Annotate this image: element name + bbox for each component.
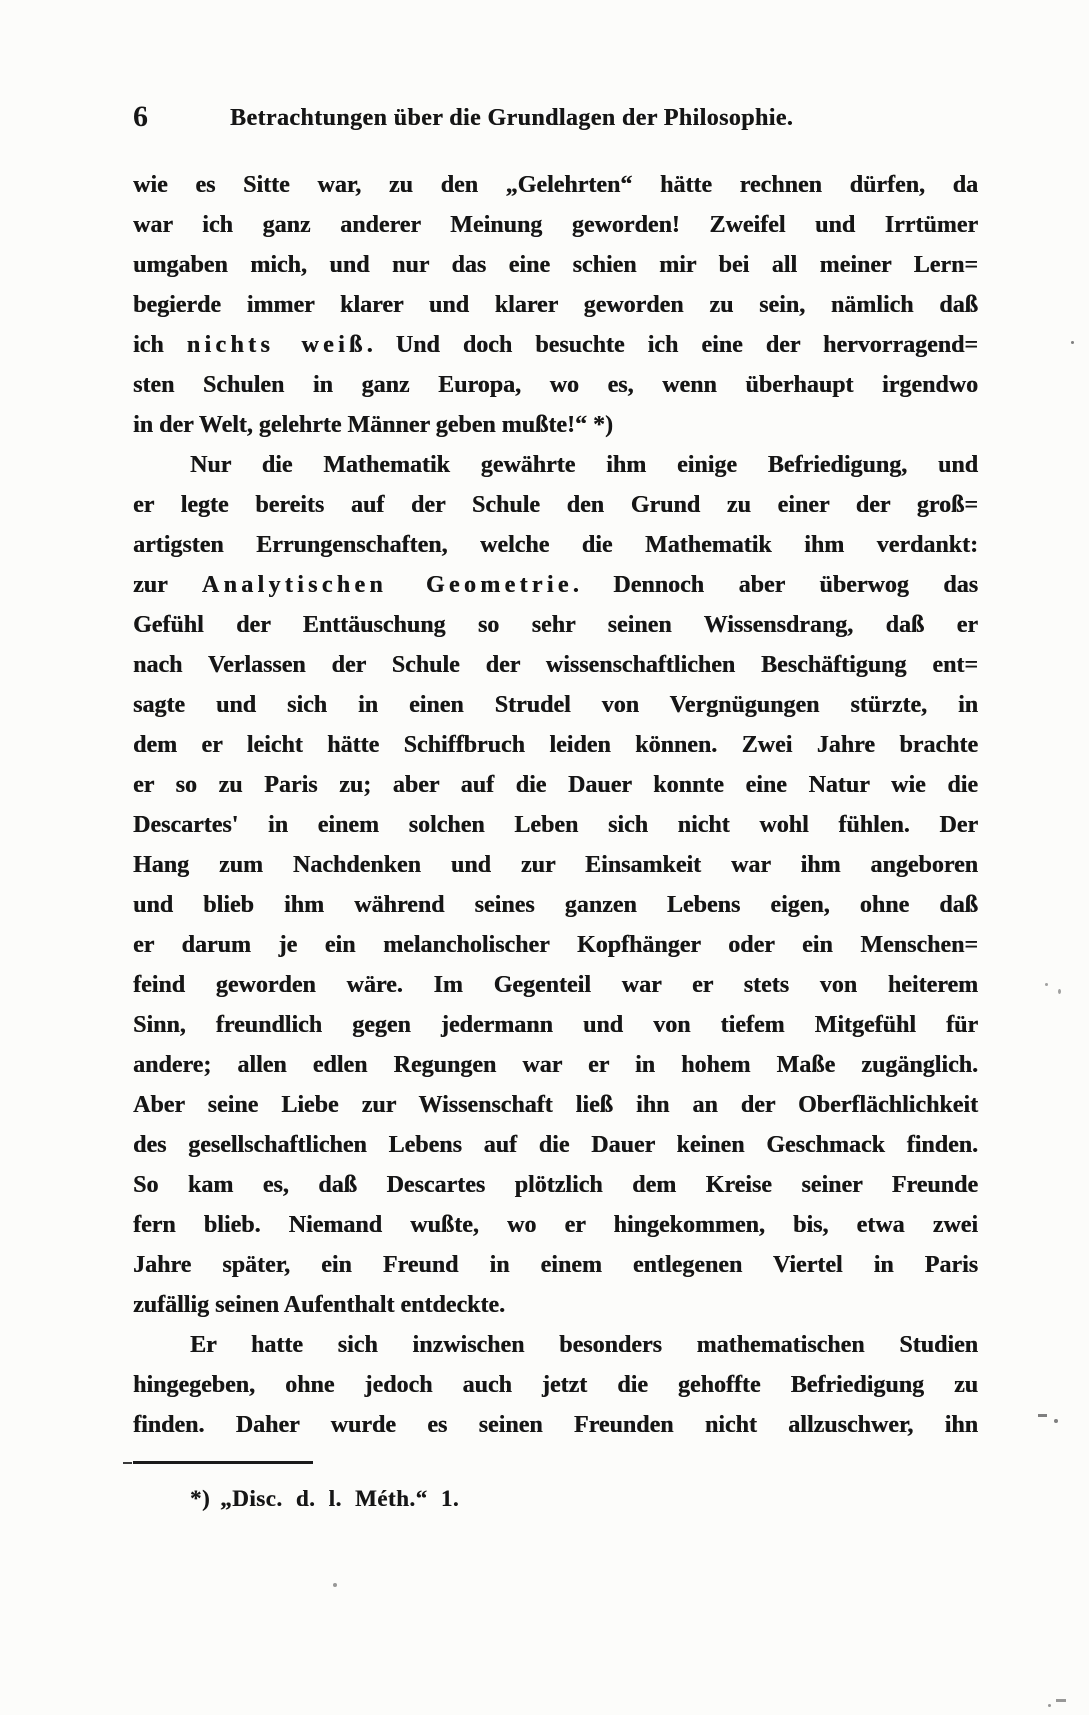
- text-line: [133, 1205, 978, 1245]
- text-segment: fern blieb. Niemand wußte, wo er hingekommen, bis, etwa zwei: [133, 1212, 978, 1238]
- text-line: [133, 565, 978, 605]
- text-line: [133, 885, 978, 925]
- scan-speck: [1038, 1414, 1047, 1417]
- emphasized-text: nichts weiß: [186, 332, 367, 358]
- text-line: [133, 725, 978, 765]
- text-segment: er so zu Paris zu; aber auf die Dauer konnte eine Natur wie die: [133, 772, 978, 798]
- scan-speck: [1058, 989, 1061, 994]
- footnote-separator: [133, 1461, 313, 1464]
- text-line: [133, 925, 978, 965]
- text-segment: zufällig seinen Aufenthalt entdeckte.: [133, 1292, 505, 1318]
- text-line: [133, 1165, 978, 1205]
- text-line: [133, 845, 978, 885]
- text-line: [133, 1405, 978, 1445]
- text-segment: er darum je ein melancholischer Kopfhänger oder ein Menschen=: [133, 932, 978, 958]
- text-line: [133, 965, 978, 1005]
- text-segment: begierde immer klarer und klarer geworden zu sein, nämlich daß: [133, 292, 978, 318]
- text-line: [133, 1325, 978, 1365]
- text-segment: ich: [133, 332, 187, 358]
- running-title: Betrachtungen über die Grundlagen der Philosophie.: [230, 105, 794, 131]
- text-segment: Descartes' in einem solchen Leben sich nicht wohl fühlen. Der: [133, 812, 978, 838]
- text-line: [133, 1125, 978, 1165]
- footnote-text: „Disc. d. l. Méth.“ 1.: [220, 1486, 460, 1511]
- text-segment: sten Schulen in ganz Europa, wo es, wenn überhaupt irgendwo: [133, 372, 978, 398]
- text-line: [133, 1245, 978, 1285]
- text-line: [133, 805, 978, 845]
- footnote: [190, 1486, 459, 1512]
- text-line: [133, 765, 978, 805]
- text-line: [133, 365, 978, 405]
- text-segment: wie es Sitte war, zu den „Gelehrten“ hätte rechnen dürfen, da: [133, 172, 978, 198]
- text-line: [133, 605, 978, 645]
- text-segment: des gesellschaftlichen Lebens auf die Dauer keinen Geschmack finden.: [133, 1132, 978, 1158]
- text-segment: Gefühl der Enttäuschung so sehr seinen Wissensdrang, daß er: [133, 612, 978, 638]
- scan-speck: [333, 1583, 337, 1587]
- text-segment: in der Welt, gelehrte Männer geben mußte!“ *): [133, 412, 613, 438]
- text-line: [133, 1085, 978, 1125]
- text-segment: finden. Daher wurde es seinen Freunden nicht allzuschwer, ihn: [133, 1412, 978, 1438]
- text-segment: feind geworden wäre. Im Gegenteil war er stets von heiterem: [133, 972, 978, 998]
- text-segment: er legte bereits auf der Schule den Grund zu einer der groß=: [133, 492, 978, 518]
- text-segment: Nur die Mathematik gewährte ihm einige Befriedigung, und: [190, 452, 978, 478]
- scan-speck: [1056, 1699, 1066, 1702]
- text-line: [133, 325, 978, 365]
- body-text: [133, 165, 978, 1445]
- text-line: [133, 165, 978, 205]
- text-segment: nach Verlassen der Schule der wissenschaftlichen Beschäftigung ent=: [133, 652, 978, 678]
- text-segment: dem er leicht hätte Schiffbruch leiden können. Zwei Jahre brachte: [133, 732, 978, 758]
- text-segment: sagte und sich in einen Strudel von Vergnügungen stürzte, in: [133, 692, 978, 718]
- text-segment: artigsten Errungenschaften, welche die Mathematik ihm verdankt:: [133, 532, 978, 558]
- scan-speck: [1071, 341, 1074, 344]
- scan-speck: [1048, 1704, 1051, 1707]
- text-line: [133, 245, 978, 285]
- text-line: [133, 285, 978, 325]
- text-segment: . Und doch besuchte ich eine der hervorragend=: [366, 332, 978, 358]
- text-segment: zur: [133, 572, 202, 598]
- text-segment: Hang zum Nachdenken und zur Einsamkeit war ihm angeboren: [133, 852, 978, 878]
- text-segment: Er hatte sich inzwischen besonders mathematischen Studien: [190, 1332, 978, 1358]
- page-number: 6: [133, 100, 149, 133]
- text-line: [133, 205, 978, 245]
- scan-speck: [1045, 983, 1048, 986]
- text-segment: hingegeben, ohne jedoch auch jetzt die gehoffte Befriedigung zu: [133, 1372, 978, 1398]
- text-line: [133, 445, 978, 485]
- text-line: [133, 485, 978, 525]
- emphasized-text: Analytischen Geometrie: [201, 572, 573, 598]
- text-line: [133, 405, 978, 445]
- text-line: [133, 525, 978, 565]
- text-line: [133, 685, 978, 725]
- text-segment: . Dennoch aber überwog das: [572, 572, 978, 598]
- text-line: [133, 1045, 978, 1085]
- text-segment: andere; allen edlen Regungen war er in hohem Maße zugänglich.: [133, 1052, 978, 1078]
- scan-speck: [1054, 1419, 1058, 1423]
- text-line: [133, 1365, 978, 1405]
- text-segment: Jahre später, ein Freund in einem entlegenen Viertel in Paris: [133, 1252, 978, 1278]
- text-segment: Sinn, freundlich gegen jedermann und von tiefem Mitgefühl für: [133, 1012, 978, 1038]
- text-line: [133, 645, 978, 685]
- text-segment: war ich ganz anderer Meinung geworden! Zweifel und Irrtümer: [133, 212, 978, 238]
- text-line: [133, 1285, 978, 1325]
- text-segment: und blieb ihm während seines ganzen Lebens eigen, ohne daß: [133, 892, 978, 918]
- text-segment: Aber seine Liebe zur Wissenschaft ließ ihn an der Oberflächlichkeit: [133, 1092, 978, 1118]
- footnote-marker: *): [190, 1486, 211, 1511]
- text-line: [133, 1005, 978, 1045]
- text-segment: umgaben mich, und nur das eine schien mir bei all meiner Lern=: [133, 252, 978, 278]
- page-header: [133, 100, 978, 140]
- text-segment: So kam es, daß Descartes plötzlich dem Kreise seiner Freunde: [133, 1172, 978, 1198]
